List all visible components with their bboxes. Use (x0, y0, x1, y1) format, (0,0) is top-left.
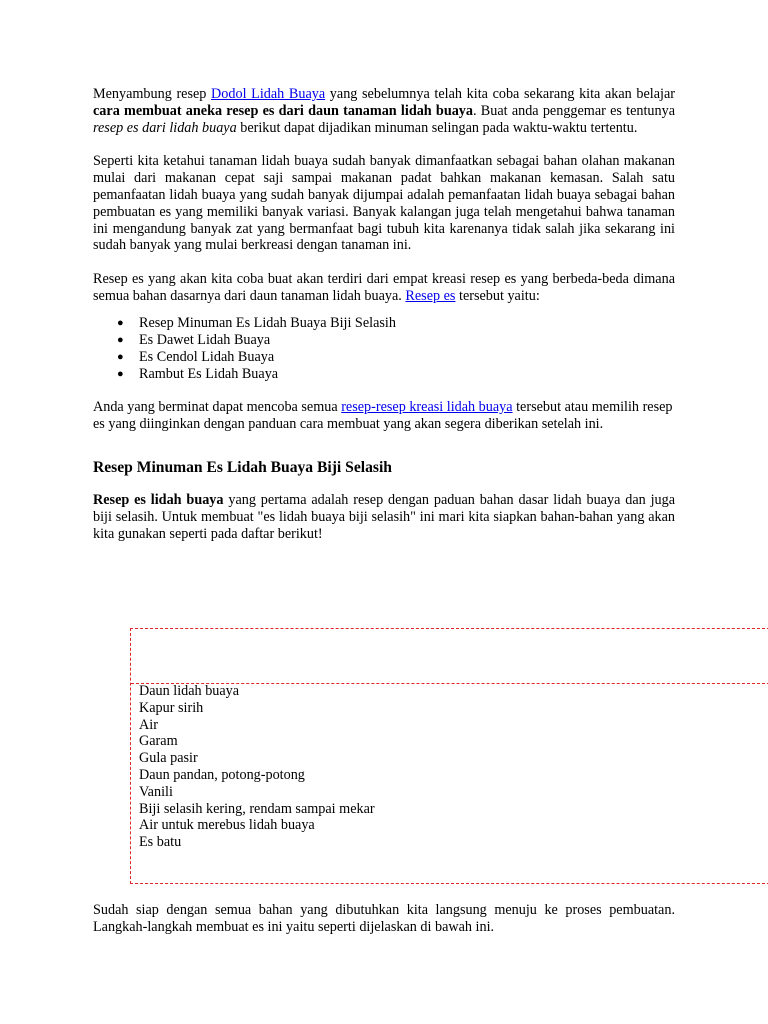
recipes-intro-text-1: Resep es yang akan kita coba buat akan terdiri dari empat kreasi resep es yang berbeda-beda dimana semua bahan dasarnya dari daun tanaman lidah buaya. (93, 271, 675, 304)
section-heading: Resep Minuman Es Lidah Buaya Biji Selasih (93, 459, 392, 477)
recipe-list (93, 315, 675, 383)
bullet-icon: ● (117, 350, 124, 363)
bullet-icon: ● (117, 316, 124, 329)
list-item (117, 365, 675, 383)
list-item: Daun pandan, potong-potong (139, 766, 305, 783)
article-body (93, 86, 675, 560)
list-item: Es batu (139, 834, 182, 851)
section-text: yang pertama adalah resep dengan paduan bahan dasar lidah buaya dan juga biji selasih. Untuk membuat "es lidah buaya biji selasih" ini mari kita siapkan bahan-bahan yang akan kita gunakan seperti pada daftar berikut! (93, 492, 676, 542)
intro-text-4: berikut dapat dijadikan minuman selingan pada waktu-waktu tertentu. (236, 119, 638, 136)
list-item: Biji selasih kering, rendam sampai mekar (139, 800, 375, 817)
list-item: Daun lidah buaya (139, 683, 240, 699)
list-item-label: Es Cendol Lidah Buaya (139, 348, 275, 365)
bullet-icon: ● (117, 367, 124, 380)
intro-text-2: yang sebelumnya telah kita coba sekarang kita akan belajar (325, 86, 676, 102)
list-item (117, 314, 675, 332)
section-bold-text: Resep es lidah buaya (93, 492, 224, 509)
intro-italic-text: resep es dari lidah buaya (93, 119, 237, 136)
resep-es-link[interactable]: Resep es (405, 287, 456, 304)
list-item (117, 331, 675, 349)
closing-section (93, 902, 675, 936)
recipes-intro-paragraph (93, 271, 675, 305)
list-item: Air (139, 716, 158, 733)
list-item (117, 348, 675, 366)
intro-text-1: Menyambung resep (93, 86, 212, 102)
list-item-label: Rambut Es Lidah Buaya (139, 365, 279, 382)
ingredients-list (139, 683, 375, 851)
background-paragraph: Seperti kita ketahui tanaman lidah buaya sudah banyak dimanfaatkan sebagai bahan olahan makanan mulai dari makanan cepat saji sampai makanan padat bahkan makanan kemasan. Salah satu pemanfaatan lidah buaya yang sudah banyak dijumpai adalah pemanfaatan lidah buaya sebagai bahan pembuatan es yang memiliki banyak variasi. Banyak kalangan juga telah mengetahui bahwa tanaman ini mengandung banyak zat yang bermanfaat bagi tubuh kita karenanya tidak salah jika sekarang ini sudah banyak yang mulai berkreasi dengan tanaman ini. (93, 153, 675, 254)
ingredients-box (130, 628, 768, 884)
intro-text-3: . Buat anda penggemar es tentunya (473, 102, 676, 119)
invitation-text-2: tersebut atau memilih resep es yang diinginkan dengan panduan cara membuat yang akan segera diberikan setelah ini. (93, 398, 673, 432)
kreasi-lidah-buaya-link[interactable]: resep-resep kreasi lidah buaya (341, 398, 513, 415)
list-item: Kapur sirih (139, 699, 204, 716)
list-item: Air untuk merebus lidah buaya (139, 817, 315, 834)
intro-paragraph (93, 86, 675, 136)
dodol-lidah-buaya-link[interactable]: Dodol Lidah Buaya (211, 86, 326, 102)
list-item-label: Resep Minuman Es Lidah Buaya Biji Selasih (139, 314, 396, 331)
list-item: Vanili (139, 783, 173, 800)
list-item: Garam (139, 733, 178, 750)
invitation-paragraph (93, 399, 675, 433)
list-item-label: Es Dawet Lidah Buaya (139, 331, 271, 348)
list-item: Gula pasir (139, 750, 198, 767)
intro-bold-text: cara membuat aneka resep es dari daun tanaman lidah buaya (93, 102, 473, 119)
section-paragraph (93, 492, 675, 542)
bullet-icon: ● (117, 333, 124, 346)
invitation-text-1: Anda yang berminat dapat mencoba semua (93, 398, 342, 415)
recipes-intro-text-2: tersebut yaitu: (455, 287, 540, 304)
closing-paragraph: Sudah siap dengan semua bahan yang dibutuhkan kita langsung menuju ke proses pembuatan. Langkah-langkah membuat es ini yaitu seperti dijelaskan di bawah ini. (93, 902, 675, 935)
